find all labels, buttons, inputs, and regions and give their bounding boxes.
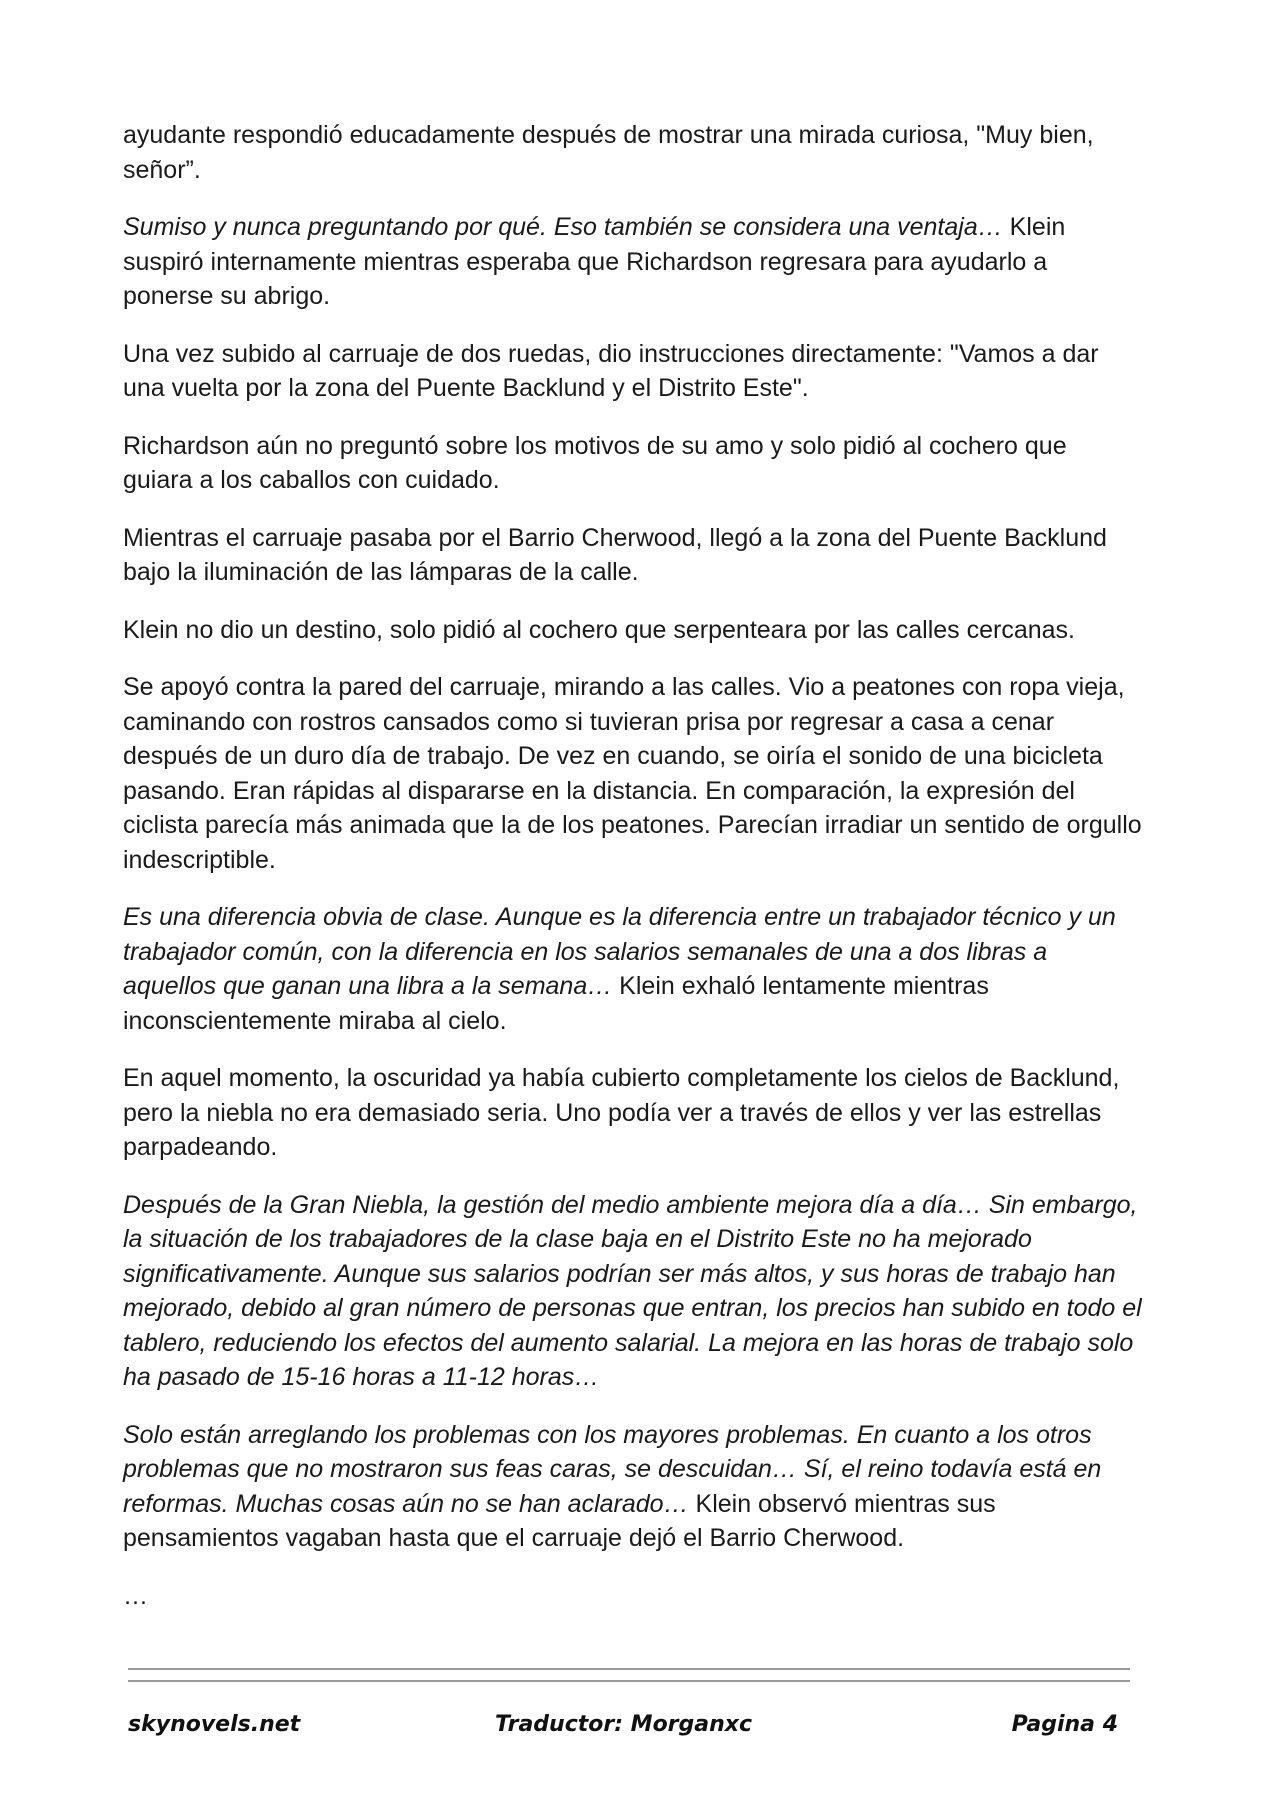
text-segment: Klein suspiró internamente mientras esperaba que Richardson regresara para ayudarlo a ponerse su abrigo. [123, 213, 1066, 310]
text-segment: Mientras el carruaje pasaba por el Barrio Cherwood, llegó a la zona del Puente Backlund bajo la iluminación de las lámparas de la calle. [123, 523, 1107, 586]
paragraph [123, 210, 1143, 314]
text-segment: Klein observó mientras sus pensamientos vagaban hasta que el carruaje dejó el Barrio Cherwood. [123, 1489, 996, 1552]
paragraph [123, 670, 1143, 877]
paragraph [123, 521, 1143, 590]
scene-break-ellipsis: … [123, 1581, 148, 1610]
text-segment: Se apoyó contra la pared del carruaje, mirando a las calles. Vio a peatones con ropa vieja, caminando con rostros cansados como si tuvieran prisa por regresar a casa a cenar después de un duro día de trabajo. De vez en cuando, se oiría el sonido de una bicicleta pasando. Eran rápidas al dispararse en la distancia. En comparación, la expresión del ciclista parecía más animada que la de los peatones. Parecían irradiar un sentido de orgullo indescriptible. [123, 673, 1142, 874]
paragraph [123, 613, 1143, 648]
inner-thought-segment: Sumiso y nunca preguntando por qué. Eso también se considera una ventaja… [123, 213, 1003, 241]
paragraph [123, 1061, 1143, 1165]
paragraph [123, 118, 1143, 187]
paragraph [123, 429, 1143, 498]
footer-page-number: Pagina 4 [1011, 1712, 1118, 1737]
text-segment: Richardson aún no preguntó sobre los motivos de su amo y solo pidió al cochero que guiara a los caballos con cuidado. [123, 431, 1067, 494]
page-footer [128, 1712, 1130, 1748]
paragraph [123, 900, 1143, 1038]
text-segment: Una vez subido al carruaje de dos ruedas, dio instrucciones directamente: "Vamos a dar una vuelta por la zona del Puente Backlund y el Distrito Este". [123, 339, 1099, 402]
inner-thought-segment: Es una diferencia obvia de clase. Aunque es la diferencia entre un trabajador técnico y un trabajador común, con la diferencia en los salarios semanales de una a dos libras a aquellos que ganan una libra a la semana… [123, 903, 1116, 1000]
inner-thought-segment: Solo están arreglando los problemas con los mayores problemas. En cuanto a los otros problemas que no mostraron sus feas caras, se descuidan… Sí, el reino todavía está en reformas. Muchas cosas aún no se han aclarado… [123, 1420, 1102, 1518]
footer-divider-line [128, 1668, 1130, 1670]
paragraph [123, 1418, 1143, 1556]
text-segment: En aquel momento, la oscuridad ya había cubierto completamente los cielos de Backlund, pero la niebla no era demasiado seria. Uno podía ver a través de ellos y ver las estrellas parpadeando. [123, 1064, 1120, 1161]
chapter-body [123, 118, 1143, 1613]
footer-divider-line [128, 1680, 1130, 1682]
text-segment: Klein exhaló lentamente mientras inconscientemente miraba al cielo. [123, 972, 989, 1035]
paragraph [123, 337, 1143, 406]
paragraph [123, 1188, 1143, 1395]
inner-thought-segment: Después de la Gran Niebla, la gestión del medio ambiente mejora día a día… Sin embargo, la situación de los trabajadores de la clase baja en el Distrito Este no ha mejorado significativamente. Aunque sus salarios podrían ser más altos, y sus horas de trabajo han mejorado, debido al gran número de personas que entran, los precios han subido en todo el tablero, reduciendo los efectos del aumento salarial. La mejora en las horas de trabajo solo ha pasado de 15-16 horas a 11-12 horas… [123, 1190, 1142, 1391]
footer-site-name: skynovels.net [128, 1712, 301, 1737]
text-segment: Klein no dio un destino, solo pidió al cochero que serpenteara por las calles cercanas. [123, 615, 1075, 644]
footer-translator: Traductor: Morganxc [495, 1712, 753, 1737]
text-segment: ayudante respondió educadamente después de mostrar una mirada curiosa, "Muy bien, señor”. [123, 121, 1094, 184]
